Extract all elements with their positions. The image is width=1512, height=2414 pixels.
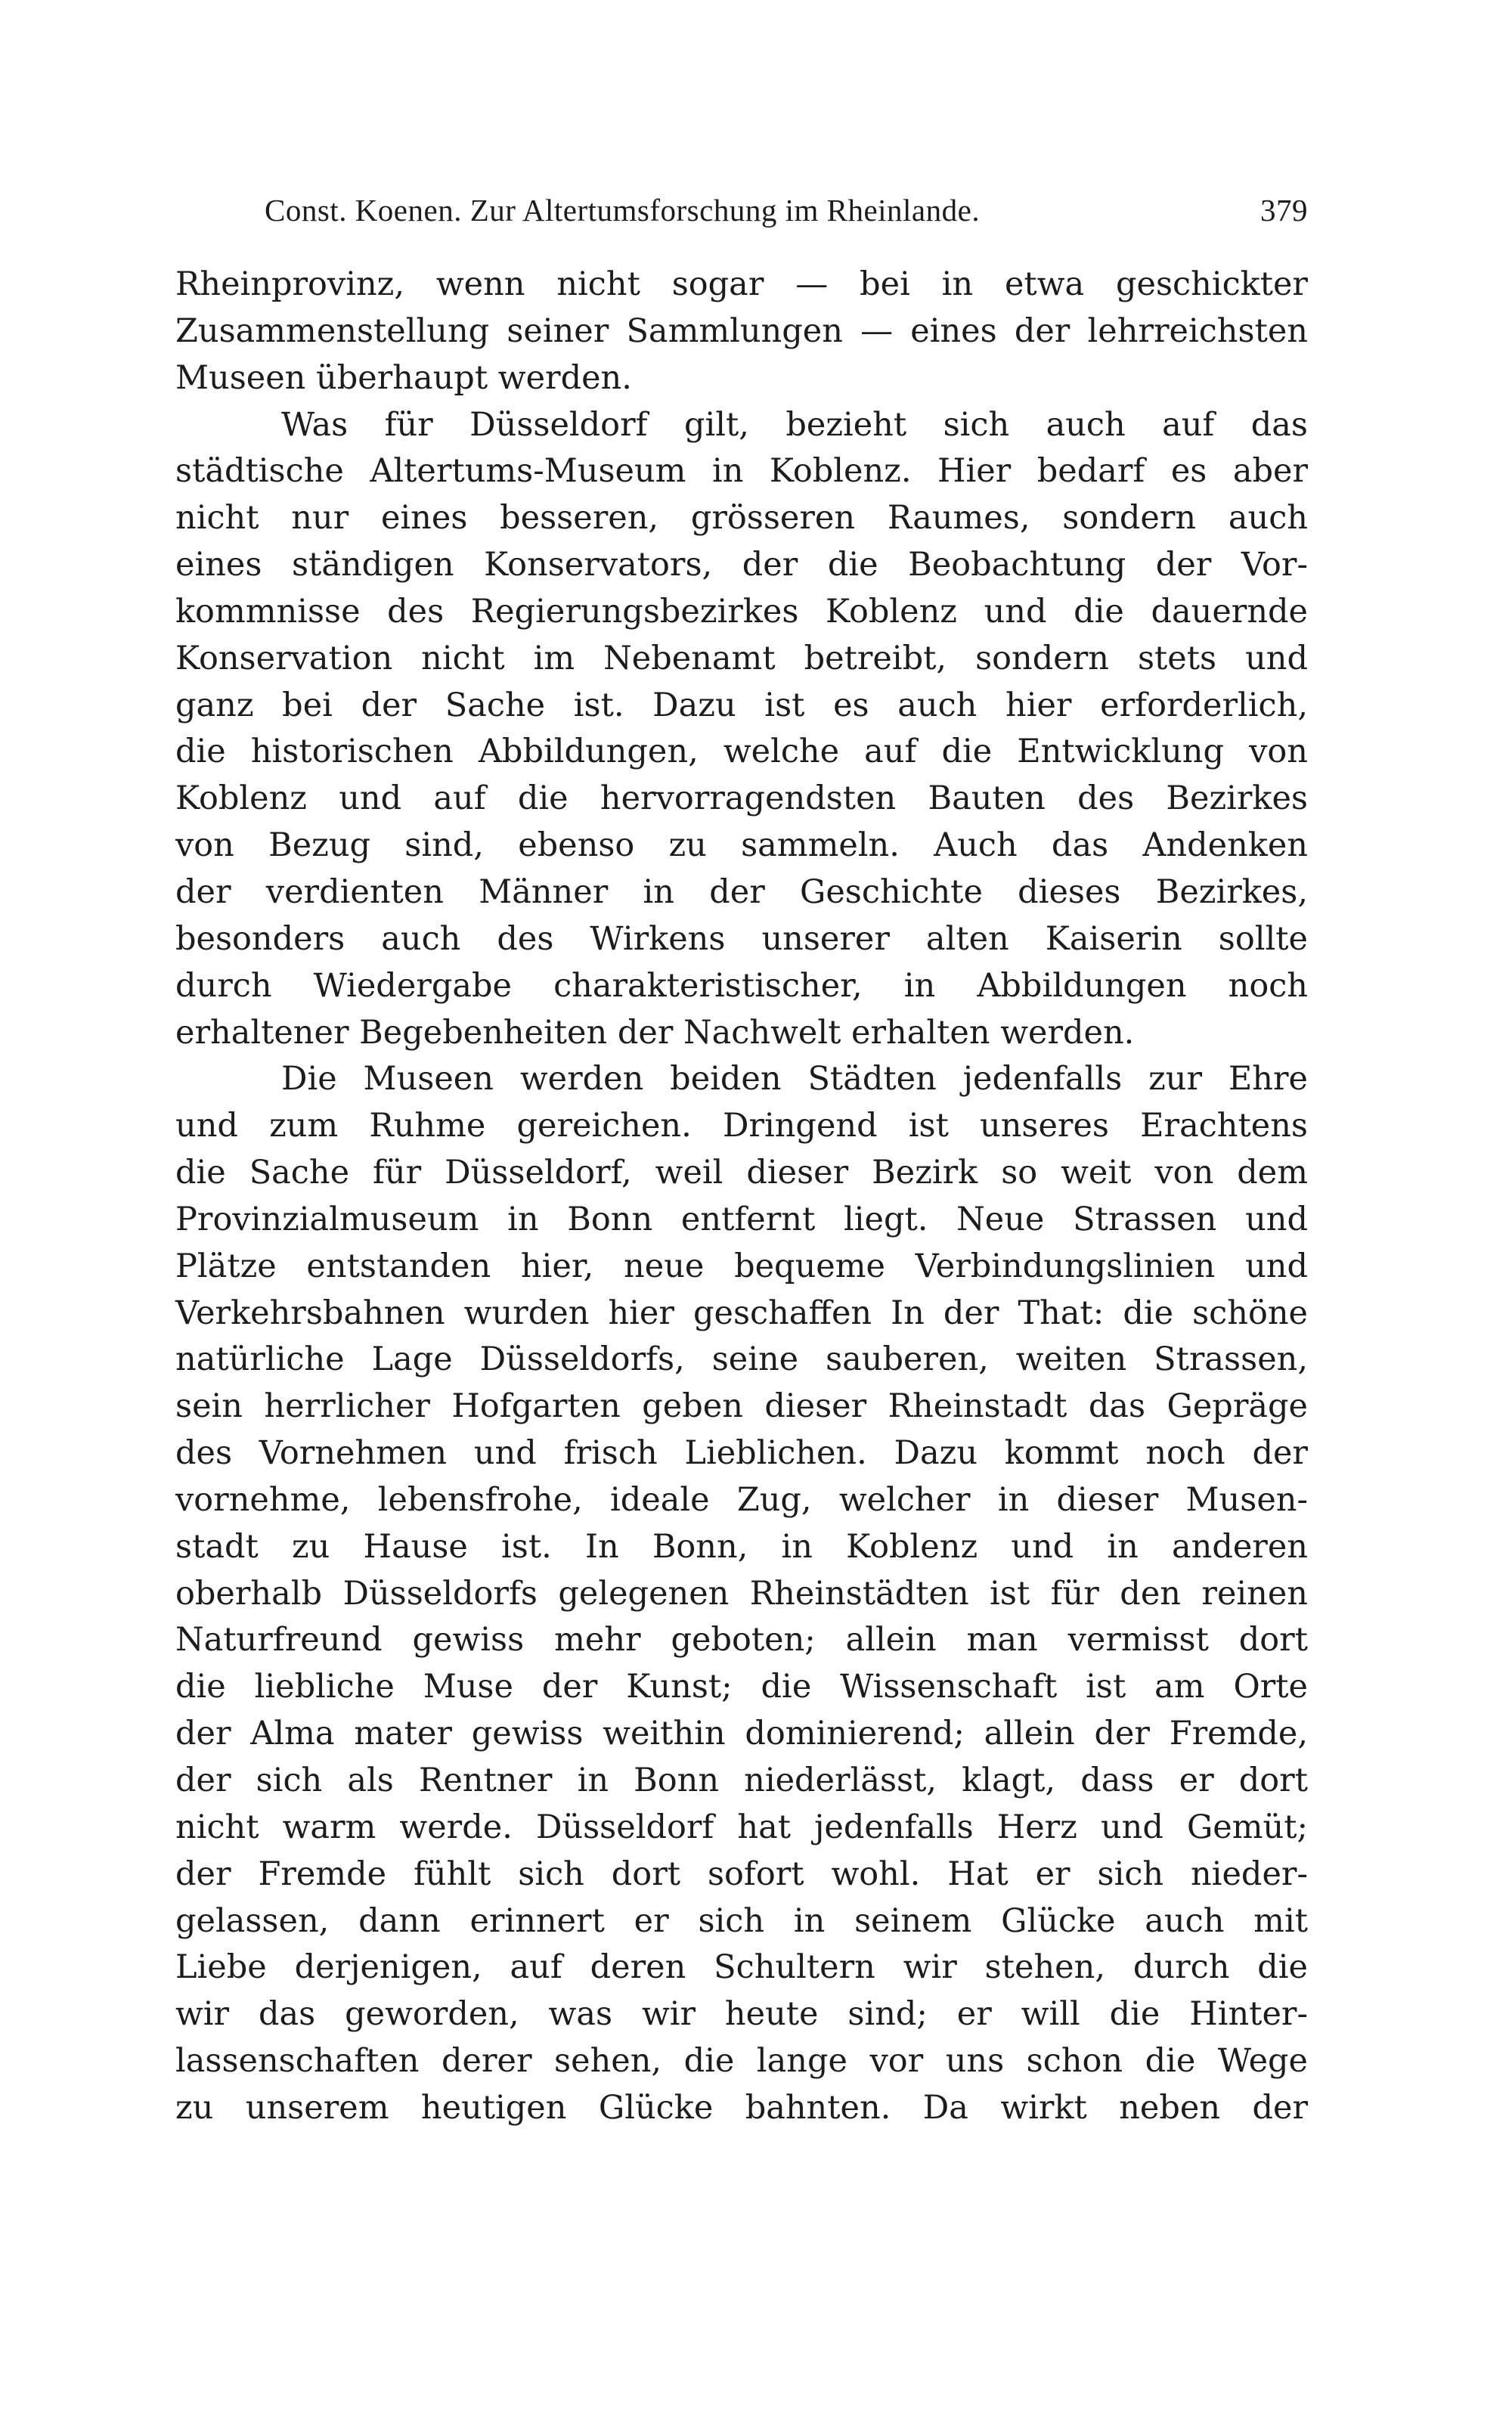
text-line: durch Wiedergabe charakteristischer, in Abbildungen noch: [175, 966, 1308, 1005]
text-line: besonders auch des Wirkens unserer alten Kaiserin sollte: [175, 919, 1308, 958]
text-line: die liebliche Muse der Kunst; die Wissenschaft ist am Orte: [175, 1668, 1308, 1706]
text-line: Museen überhaupt werden.: [175, 358, 632, 397]
text-line: Provinzialmuseum in Bonn entfernt liegt. Neue Strassen und: [175, 1200, 1308, 1238]
text-line: kommnisse des Regierungsbezirkes Koblenz und die dauernde: [175, 592, 1308, 631]
text-line: Zusammenstellung seiner Sammlungen — eines der lehrreichsten: [175, 311, 1308, 350]
text-line: städtische Altertums-Museum in Koblenz. Hier bedarf es aber: [175, 452, 1308, 491]
text-line: von Bezug sind, ebenso zu sammeln. Auch das Andenken: [175, 826, 1308, 865]
text-line: vornehme, lebensfrohe, ideale Zug, welcher in dieser Musen-: [175, 1480, 1308, 1519]
page-number: 379: [1260, 193, 1308, 228]
text-line: des Vornehmen und frisch Lieblichen. Dazu kommt noch der: [175, 1434, 1308, 1473]
text-line: lassenschaften derer sehen, die lange vor uns schon die Wege: [175, 2042, 1308, 2081]
text-line: stadt zu Hause ist. In Bonn, in Koblenz und in anderen: [175, 1527, 1308, 1566]
text-line: Verkehrsbahnen wurden hier geschaffen In der That: die schöne: [175, 1294, 1308, 1332]
text-line: und zum Ruhme gereichen. Dringend ist unseres Erachtens: [175, 1107, 1308, 1145]
text-line: sein herrlicher Hofgarten geben dieser Rheinstadt das Gepräge: [175, 1387, 1308, 1426]
text-line: wir das geworden, was wir heute sind; er will die Hinter-: [175, 1995, 1308, 2034]
text-line: eines ständigen Konservators, der die Beobachtung der Vor-: [175, 546, 1308, 584]
text-line: erhaltener Begebenheiten der Nachwelt erhalten werden.: [175, 1013, 1135, 1052]
text-line: der Fremde fühlt sich dort sofort wohl. Hat er sich nieder-: [175, 1855, 1308, 1893]
text-line: die Sache für Düsseldorf, weil dieser Bezirk so weit von dem: [175, 1154, 1308, 1192]
text-line: gelassen, dann erinnert er sich in seinem Glücke auch mit: [175, 1901, 1308, 1940]
text-line: die historischen Abbildungen, welche auf die Entwicklung von: [175, 733, 1308, 771]
text-line: Liebe derjenigen, auf deren Schultern wir stehen, durch die: [175, 1948, 1308, 1987]
text-line: der Alma mater gewiss weithin dominierend; allein der Fremde,: [175, 1715, 1308, 1753]
text-line: Konservation nicht im Nebenamt betreibt, sondern stets und: [175, 639, 1308, 677]
text-line: Naturfreund gewiss mehr geboten; allein man vermisst dort: [175, 1621, 1308, 1659]
text-line: nicht warm werde. Düsseldorf hat jedenfalls Herz und Gemüt;: [175, 1808, 1308, 1846]
text-line: Was für Düsseldorf gilt, bezieht sich auch auf das: [281, 405, 1308, 444]
text-line: Koblenz und auf die hervorragendsten Bauten des Bezirkes: [175, 779, 1308, 818]
text-line: Die Museen werden beiden Städten jedenfalls zur Ehre: [281, 1060, 1308, 1099]
text-line: der sich als Rentner in Bonn niederlässt, klagt, dass er dort: [175, 1762, 1308, 1799]
text-line: oberhalb Düsseldorfs gelegenen Rheinstädten ist für den reinen: [175, 1574, 1308, 1613]
body-text: [175, 262, 1308, 2132]
text-line: natürliche Lage Düsseldorfs, seine sauberen, weiten Strassen,: [175, 1340, 1308, 1379]
text-line: nicht nur eines besseren, grösseren Raumes, sondern auch: [175, 499, 1308, 538]
running-head-title: Const. Koenen. Zur Altertumsforschung im Rheinlande.: [265, 193, 981, 228]
text-line: Rheinprovinz, wenn nicht sogar — bei in etwa geschickter: [175, 265, 1308, 303]
text-line: zu unserem heutigen Glücke bahnten. Da wirkt neben der: [175, 2088, 1308, 2127]
text-line: Plätze entstanden hier, neue bequeme Verbindungslinien und: [175, 1247, 1308, 1285]
text-line: der verdienten Männer in der Geschichte dieses Bezirkes,: [175, 872, 1308, 911]
text-line: ganz bei der Sache ist. Dazu ist es auch hier erforderlich,: [175, 686, 1308, 724]
running-head: [265, 187, 1308, 233]
